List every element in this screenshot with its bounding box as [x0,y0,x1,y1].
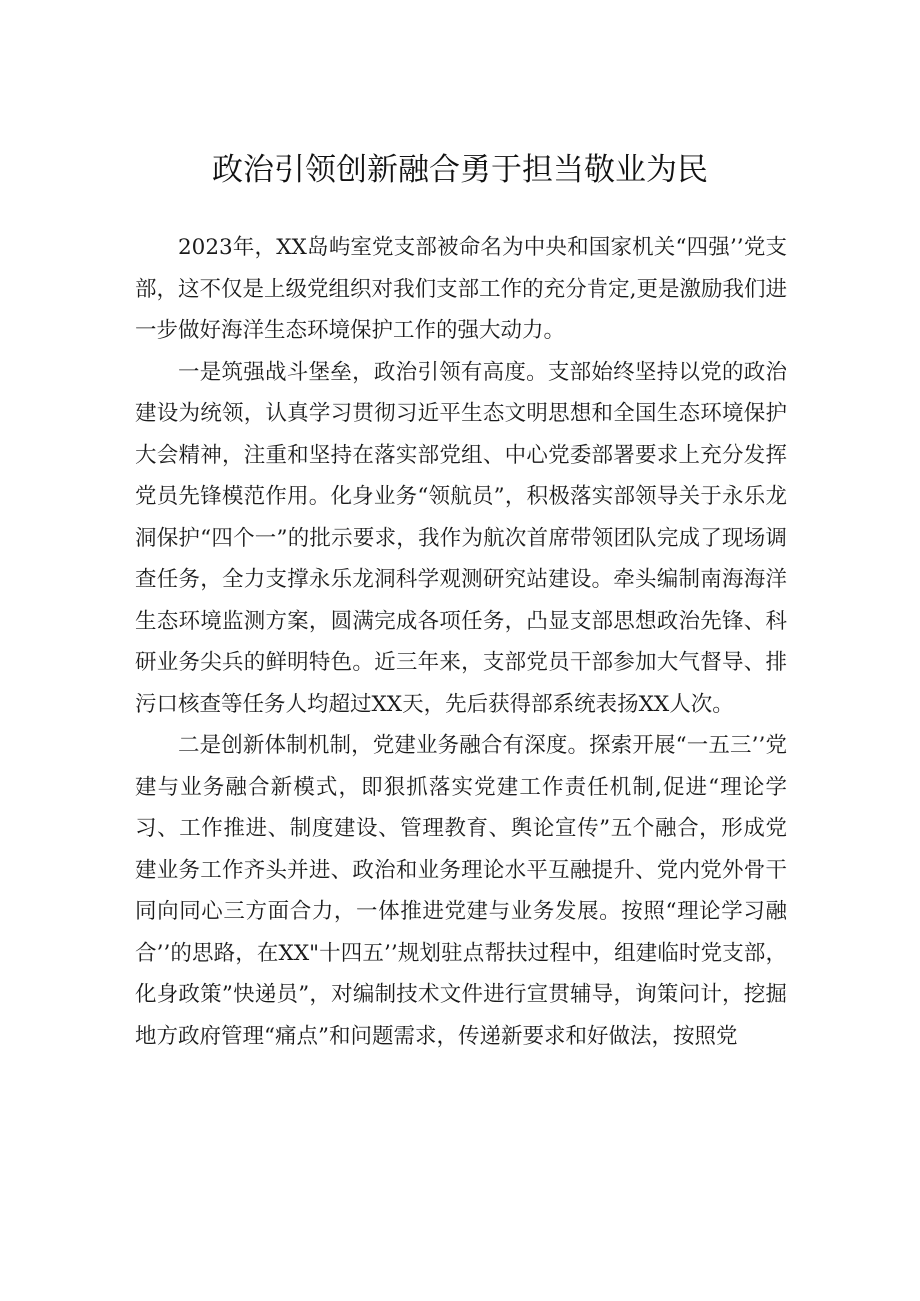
paragraph-point-one: 一是筑强战斗堡垒，政治引领有高度。支部始终坚持以党的政治建设为统领，认真学习贯彻习近平生态文明思想和全国生态环境保护大会精神，注重和坚持在落实部党组、中心党委部署要求上充分发挥党员先锋模范作用。化身业务“领航员”，积极落实部领导关于永乐龙洞保护“四个一”的批示要求，我作为航次首席带领团队完成了现场调查任务，全力支撑永乐龙洞科学观测研究站建设。牵头编制南海海洋生态环境监测方案，圆满完成各项任务，凸显支部思想政治先锋、科研业务尖兵的鲜明特色。近三年来，支部党员干部参加大气督导、排污口核查等任务人均超过XX天，先后获得部系统表扬XX人次。 [135,359,787,717]
document-title: 政治引领创新融合勇于担当敬业为民 [212,152,708,188]
paragraph-point-two: 二是创新体制机制，党建业务融合有深度。探索开展“一五三’’党建与业务融合新模式，即狠抓落实党建工作责任机制,促进“理论学习、工作推进、制度建设、管理教育、舆论宣传”五个融合，形成党建业务工作齐头并进、政治和业务理论水平互融提升、党内党外骨干同向同心三方面合力，一体推进党建与业务发展。按照“理论学习融合’’的思路，在XX"十四五’’规划驻点帮扶过程中，组建临时党支部，化身政策”快递员”，对编制技术文件进行宣贯辅导，询策问计，挖掘地方政府管理“痛点”和问题需求，传递新要求和好做法，按照党 [135,733,787,1049]
document-body [135,227,787,1057]
paragraph-intro: 2023年，XX岛屿室党支部被命名为中央和国家机关“四强’’党支部，这不仅是上级党组织对我们支部工作的充分肯定,更是激励我们进一步做好海洋生态环境保护工作的强大动力。 [135,235,787,343]
